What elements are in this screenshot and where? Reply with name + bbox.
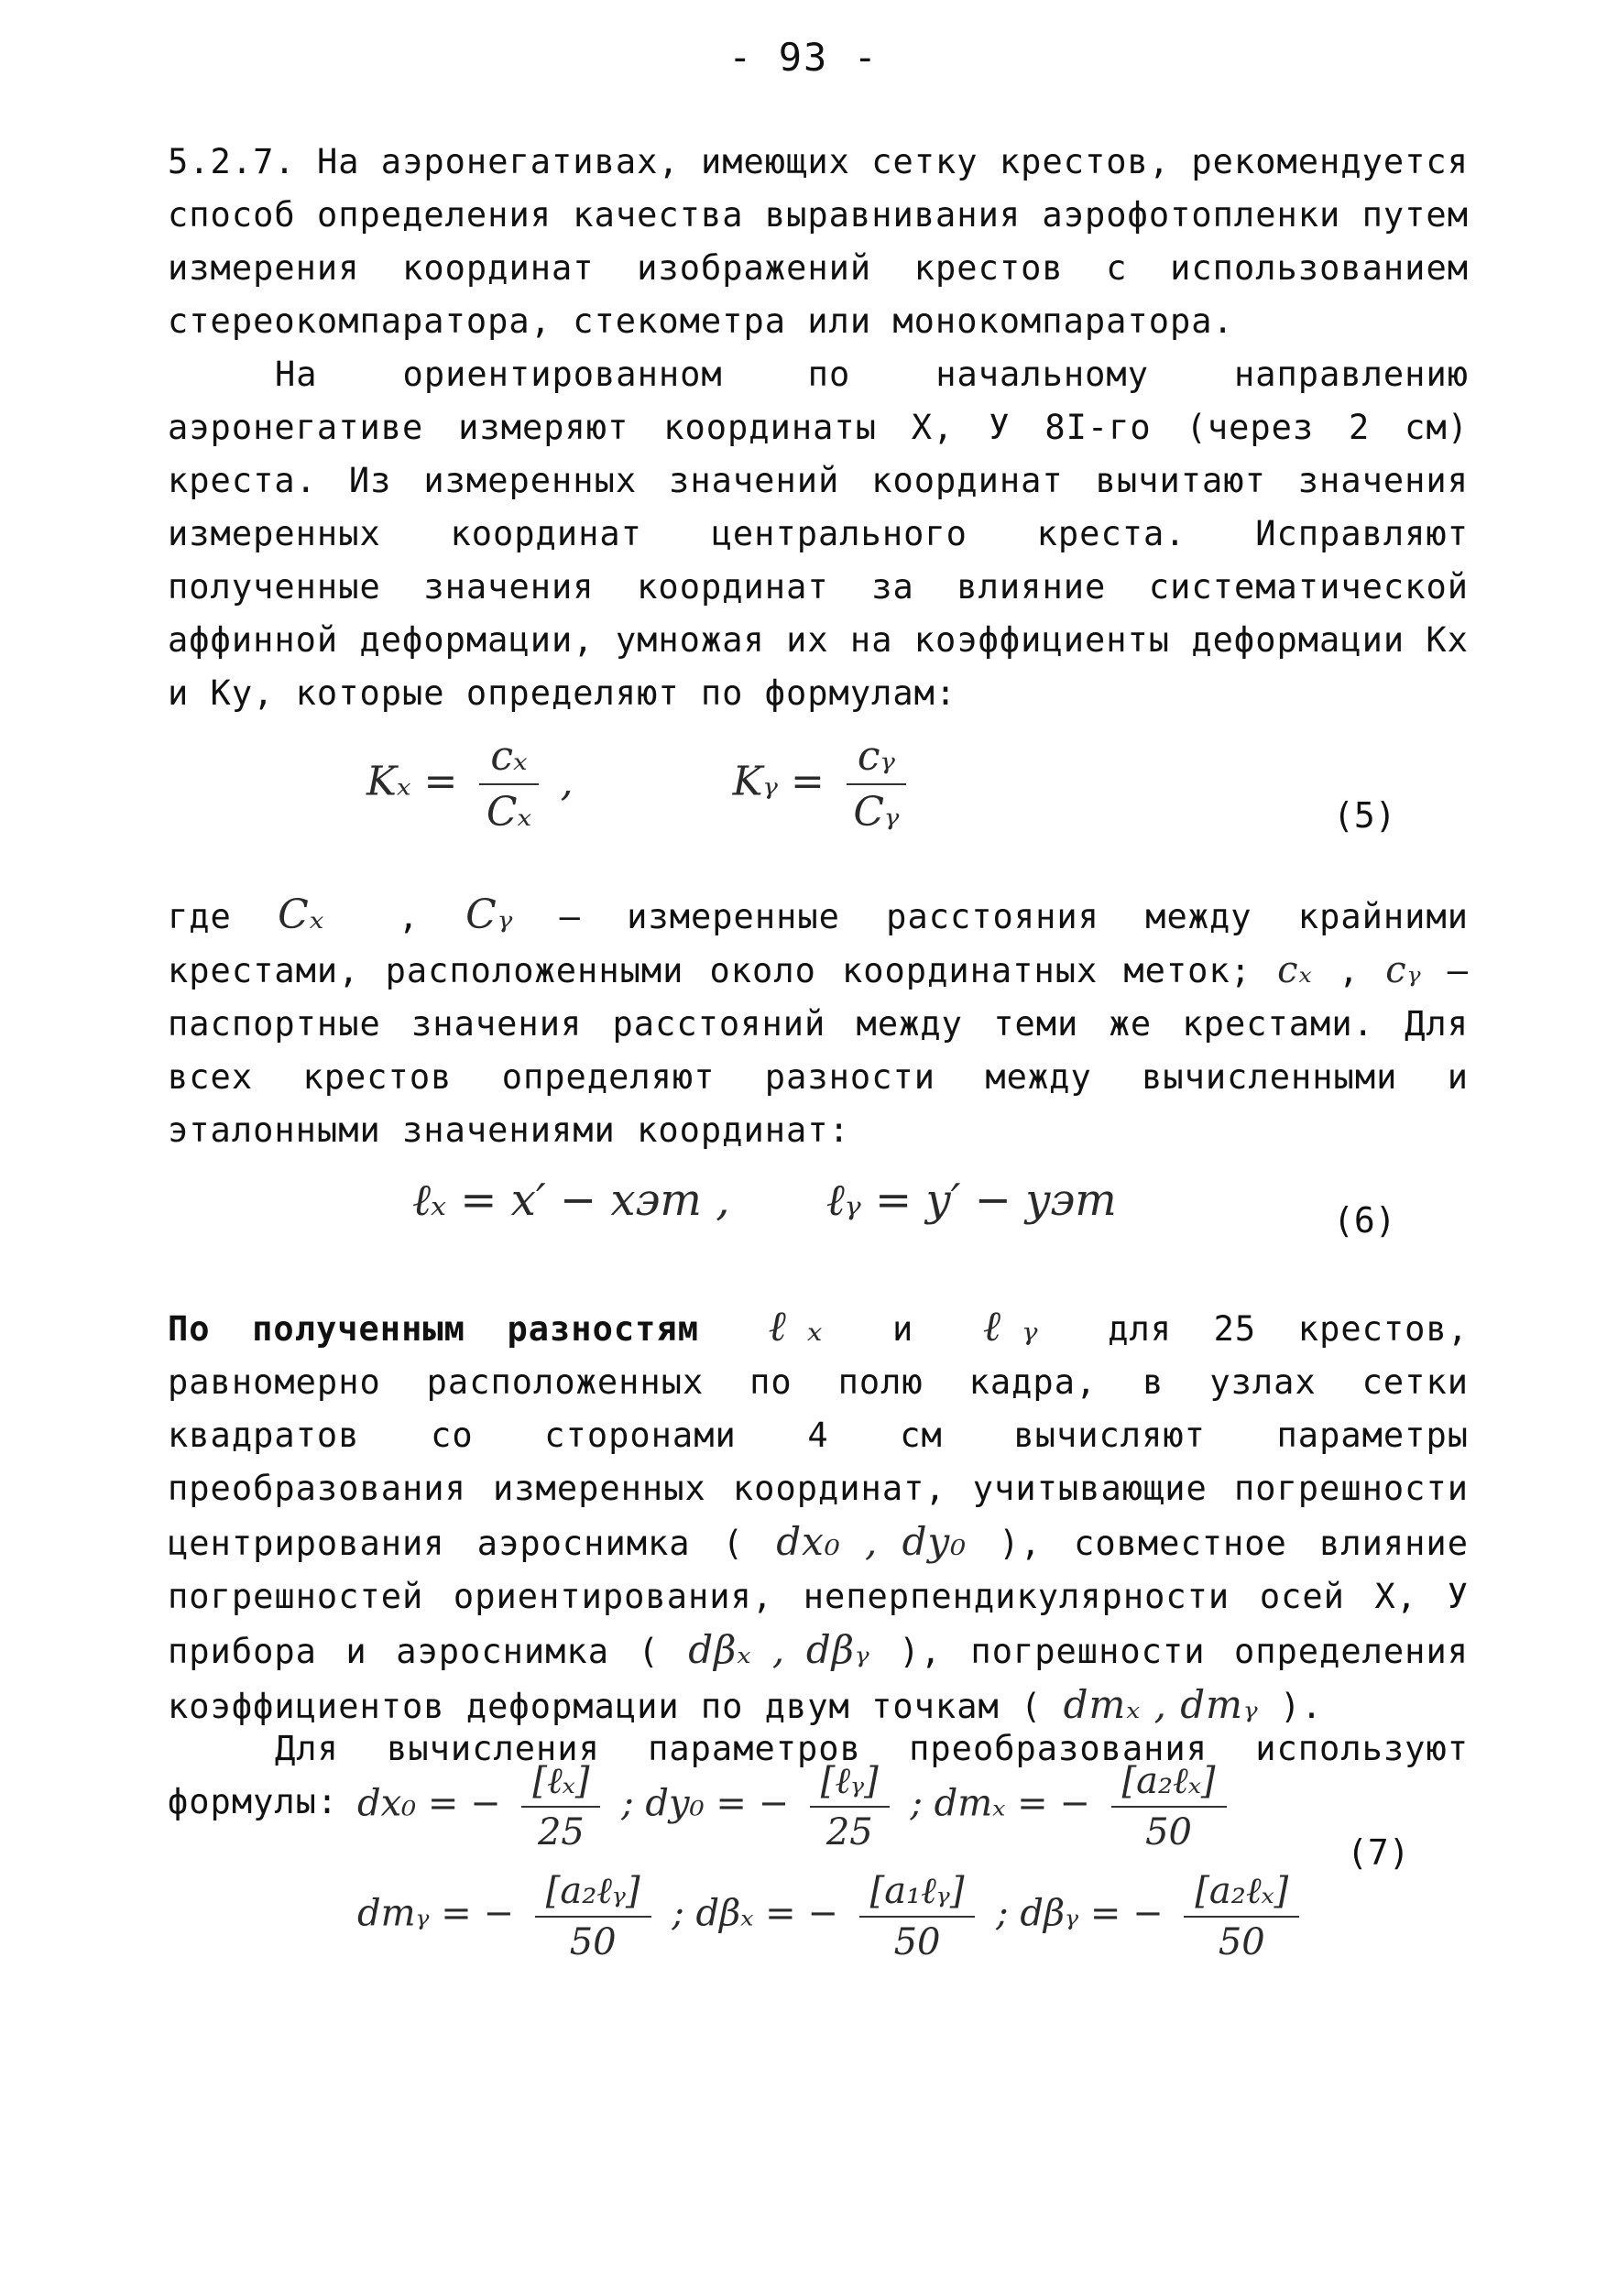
symbol-dbx-dby: dβₓ , dβᵧ — [688, 1627, 870, 1672]
symbol-lx: ℓₓ — [768, 1301, 824, 1350]
formula-5-separator: , — [560, 758, 574, 805]
formula-7-line-1 — [357, 1759, 1411, 1853]
formula-7-dby: ; dβᵧ = − — [996, 1892, 1164, 1935]
formula-7-dmy-fraction — [535, 1869, 651, 1963]
formula-7-dy0: ; dy₀ = − — [621, 1782, 790, 1825]
formula-7-dby-fraction — [1184, 1869, 1299, 1963]
symbol-dmx-dmy: dmₓ , dmᵧ — [1063, 1682, 1259, 1727]
formula-7-dx0-fraction — [521, 1759, 600, 1853]
formula-5-ky-numerator: cᵧ — [847, 733, 906, 785]
formula-7-dmx-fraction — [1111, 1759, 1227, 1853]
equation-number-7: (7) — [1347, 1832, 1410, 1873]
page-number: - 93 - — [728, 35, 879, 80]
formula-5-kx-denominator: Cₓ — [486, 789, 532, 836]
formula-5-ky-fraction — [847, 733, 906, 836]
transform-and: и — [891, 1309, 914, 1349]
where-word: где — [168, 897, 232, 936]
paragraph-transformation — [168, 1299, 1469, 1733]
paragraph-measurement-text: На ориентированном по начальному направлению аэронегативе измеряют координаты X, У 8I-го (через 2 см) креста. Из измеренных значений координат вычитают значения измеренных координат центрального креста. Исправляют полученные значения координат за влияние систематической аффинной деформации, умножая их на коэффициенты деформации Кх и Ку, которые определяют по формулам: — [168, 355, 1469, 713]
formula-5-ky: Kᵧ = — [732, 758, 825, 805]
formula-7-dx0: dx₀ = − — [357, 1782, 501, 1825]
formula-7-dmx-num: [a₂ℓₓ] — [1111, 1759, 1227, 1808]
formula-5-kx-numerator: cₓ — [479, 733, 538, 785]
formula-7-dbx-num: [a₁ℓᵧ] — [859, 1869, 976, 1918]
formula-7-dmx-den: 50 — [1145, 1811, 1192, 1853]
symbol-sep-2: , — [1338, 951, 1361, 990]
formula-7-dbx-fraction — [859, 1869, 976, 1963]
equation-number-5: (5) — [1333, 795, 1396, 836]
symbol-sep-1: , — [398, 897, 420, 936]
formula-7-dbx: ; dβₓ = − — [672, 1892, 838, 1935]
formula-5-kx: Kₓ = — [366, 758, 458, 805]
formula-7-dmy-num: [a₂ℓᵧ] — [535, 1869, 651, 1918]
where-text-1: – измеренные расстояния между крайними крестами, расположенными около координатных меток; — [168, 897, 1469, 990]
formula-5-ky-denominator: Cᵧ — [853, 789, 900, 836]
formulas-intro-text: Для вычисления параметров преобразования используют формулы: — [168, 1729, 1469, 1821]
formula-7-dy0-num: [ℓᵧ] — [810, 1759, 890, 1808]
formula-7-dy0-fraction — [810, 1759, 890, 1853]
transform-text-3: ), совместное влияние погрешностей ориентирования, неперпендикулярности осей X, У прибора и аэроснимка ( — [168, 1524, 1469, 1671]
transform-text-4: ), погрешности определения коэффициентов деформации по двум точкам ( — [168, 1632, 1470, 1726]
formula-7-dmx: ; dmₓ = − — [910, 1782, 1090, 1825]
symbol-cx: cₓ — [1277, 949, 1313, 991]
formula-6-ly: ℓᵧ = y′ − yэт — [825, 1175, 1117, 1226]
symbol-ly: ℓᵧ — [982, 1301, 1039, 1350]
symbol-Cx: Cₓ — [278, 891, 325, 938]
transform-text-2: для 25 крестов, равномерно расположенных по полю кадра, в узлах сетки квадратов со сторонами 4 см вычисляют параметры преобразования измеренных координат, учитывающие погрешности центрирования аэроснимка ( — [168, 1309, 1469, 1563]
formula-7-dmy: dmᵧ = − — [357, 1892, 515, 1935]
transform-text-1: По полученным разностям — [168, 1309, 699, 1349]
formula-6 — [412, 1175, 1117, 1226]
formula-6-lx: ℓₓ = x′ − xэт , — [412, 1175, 730, 1226]
formula-7-dmy-den: 50 — [569, 1921, 617, 1963]
formula-7-dy0-den: 25 — [825, 1811, 873, 1853]
formula-7-dx0-den: 25 — [537, 1811, 585, 1853]
formula-5 — [366, 733, 1191, 836]
paragraph-measurement — [168, 348, 1469, 720]
where-text-2: – паспортные значения расстояний между теми же крестами. Для всех крестов определяют разности между вычисленными и эталонными значениями координат: — [168, 951, 1470, 1150]
formula-7-line-2 — [357, 1869, 1411, 1963]
equation-number-6: (6) — [1333, 1200, 1396, 1241]
formula-5-kx-fraction — [479, 733, 538, 836]
formula-7-dbx-den: 50 — [893, 1921, 941, 1963]
symbol-dx0-dy0: dx₀ , dy₀ — [776, 1519, 967, 1564]
formula-7-dby-num: [a₂ℓₓ] — [1184, 1869, 1299, 1918]
formula-7-dx0-num: [ℓₓ] — [521, 1759, 600, 1808]
formula-7-dby-den: 50 — [1218, 1921, 1265, 1963]
symbol-Cy: Cᵧ — [465, 891, 514, 938]
paragraph-5-2-7: 5.2.7. На аэронегативах, имеющих сетку крестов, рекомендуется способ определения качества выравнивания аэрофотопленки путем измерения координат изображений крестов с использованием стереокомпаратора, стекометра или монокомпаратора. — [168, 142, 1469, 341]
paragraph-where — [168, 889, 1469, 1157]
transform-text-5: ). — [1280, 1687, 1323, 1726]
symbol-cy: cᵧ — [1385, 949, 1422, 991]
